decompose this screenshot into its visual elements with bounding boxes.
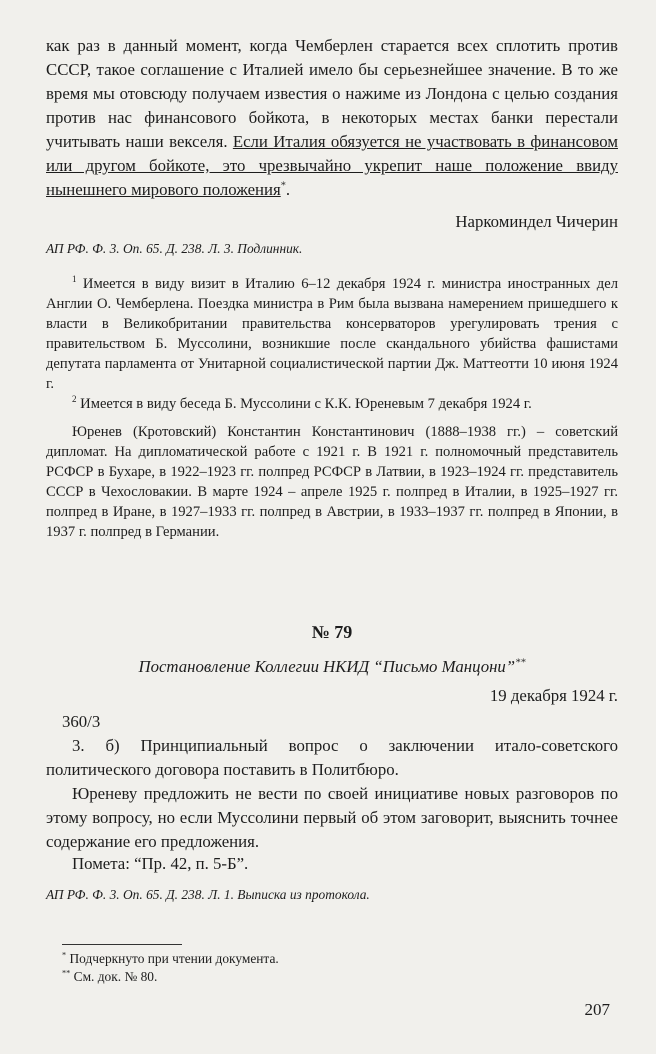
footnote-2-mark: ** (62, 968, 71, 978)
endnote-1 (46, 274, 618, 394)
footnotes (62, 950, 618, 986)
page-number: 207 (584, 1000, 610, 1019)
period: . (285, 180, 291, 199)
footnote-ref-star: * (280, 180, 286, 192)
endnote-2-text: Имеется в виду беседа Б. Муссолини с К.К. Юреневым 7 декабря 1924 г. (76, 396, 532, 412)
footnote-2 (62, 968, 618, 986)
document-date: 19 декабря 1924 г. (489, 686, 618, 705)
mark-note-text: Помета: “Пр. 42, п. 5-Б”. (72, 854, 249, 873)
endnote-2 (46, 394, 618, 414)
mark-note (46, 852, 618, 876)
footnote-ref-double-star: ** (515, 657, 526, 669)
archive-source: АП РФ. Ф. 3. Оп. 65. Д. 238. Л. 3. Подлинник. (46, 241, 303, 256)
endnote-1-text: Имеется в виду визит в Италию 6–12 декабря 1924 г. министра иностранных дел Англии О. Чемберлена. Поездка министра в Рим была вызвана намерением пришедшего к власти в Великобритании правительства консерваторов урегулировать трения с правительством Б. Муссолини, возникшие после скандального убийства фашистами депутата парламента от Унитарной социалистической партии Дж. Маттеотти 10 июня 1924 г. (46, 276, 618, 392)
letter-paragraph-text: как раз в данный момент, когда Чемберлен старается всех сплотить против СССР, такое соглашение с Италией имело бы серьезнейшее значение. В то же время мы отовсюду получаем известия о нажиме из Лондона с целью создания против нас финансового бойкота, в некоторых местах банки перестали учитывать наши векселя. (46, 36, 618, 151)
footnote-1 (62, 950, 618, 968)
resolution-point: 3. б) Принципиальный вопрос о заключении итало-советского политического договора поставить в Политбюро. (46, 736, 618, 779)
protocol-number: 360/3 (62, 712, 101, 731)
footnote-2-text: См. док. № 80. (70, 969, 158, 984)
document-title-text: Постановление Коллегии НКИД “Письмо Манцони” (138, 657, 516, 676)
document-number: № 79 (311, 622, 353, 642)
endnotes (46, 274, 618, 542)
resolution-instruction: Юреневу предложить не вести по своей инициативе новых разговоров по этому вопросу, но если Муссолини первый об этом заговорит, выяснить точнее содержание его предложения. (46, 784, 618, 851)
resolution-text (46, 734, 618, 854)
footnote-divider (62, 944, 182, 945)
footnote-1-text: Подчеркнуто при чтении документа. (66, 951, 279, 966)
underlined-passage: Если Италия обязуется не участвовать в финансовом или другом бойкоте, это чрезвычайно укрепит наше положение ввиду нынешнего мирового положения (46, 132, 618, 199)
biography-note: Юренев (Кротовский) Константин Константинович (1888–1938 гг.) – советский дипломат. На дипломатической работе с 1921 г. В 1921 г. полномочный представитель РСФСР в Бухаре, в 1922–1923 гг. полпред РСФСР в Латвии, в 1923–1924 гг. представитель СССР в Чехословакии. В марте 1924 – апреле 1925 г. полпред в Италии, в 1925–1927 гг. полпред в Иране, в 1927–1933 гг. полпред в Австрии, в 1933–1937 гг. полпред в Японии, в 1937 г. полпред в Германии. (46, 424, 618, 540)
signature: Наркоминдел Чичерин (455, 212, 618, 231)
letter-text (46, 34, 618, 234)
endnote-1-mark: 1 (72, 274, 77, 285)
archive-source-2: АП РФ. Ф. 3. Оп. 65. Д. 238. Л. 1. Выписка из протокола. (46, 887, 370, 902)
footnote-1-mark: * (62, 950, 67, 960)
endnote-2-mark: 2 (72, 394, 77, 405)
letter-paragraph (46, 34, 618, 202)
document-title (46, 655, 618, 679)
